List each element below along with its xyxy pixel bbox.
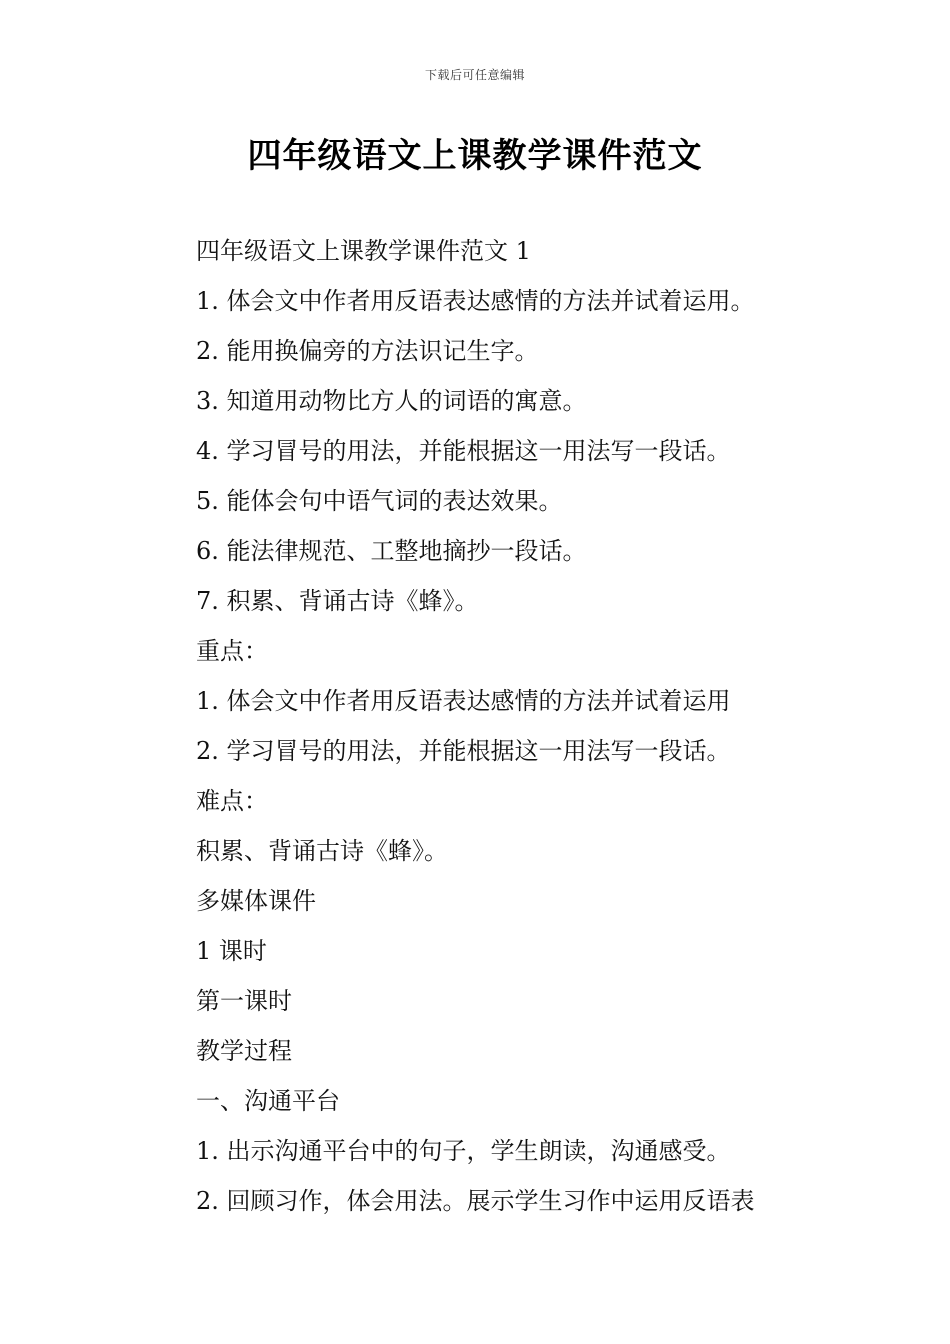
body-line: 7. 积累、背诵古诗《蜂》。 [196, 587, 479, 615]
body-line: 3. 知道用动物比方人的词语的寓意。 [196, 387, 587, 415]
body-line: 难点： [196, 787, 268, 815]
body-line: 教学过程 [196, 1037, 292, 1065]
body-line: 2. 回顾习作，体会用法。展示学生习作中运用反语表 [196, 1187, 755, 1215]
body-line: 一、沟通平台 [196, 1087, 340, 1115]
body-line: 多媒体课件 [196, 887, 316, 915]
document-title: 四年级语文上课教学课件范文 [247, 136, 703, 176]
document-body [196, 226, 836, 1226]
header-note: 下载后可任意编辑 [424, 68, 525, 82]
body-line: 重点： [196, 637, 268, 665]
body-line: 积累、背诵古诗《蜂》。 [196, 837, 448, 865]
body-line: 第一课时 [196, 987, 292, 1015]
body-line: 4. 学习冒号的用法，并能根据这一用法写一段话。 [196, 437, 731, 465]
body-line: 6. 能法律规范、工整地摘抄一段话。 [196, 537, 587, 565]
body-line: 5. 能体会句中语气词的表达效果。 [196, 487, 563, 515]
body-line: 2. 学习冒号的用法，并能根据这一用法写一段话。 [196, 737, 731, 765]
body-line: 1. 体会文中作者用反语表达感情的方法并试着运用。 [196, 287, 755, 315]
body-line: 四年级语文上课教学课件范文 1 [196, 237, 531, 265]
body-line: 1. 体会文中作者用反语表达感情的方法并试着运用 [196, 687, 731, 715]
body-line: 2. 能用换偏旁的方法识记生字。 [196, 337, 539, 365]
body-line: 1 课时 [196, 937, 267, 965]
body-line: 1. 出示沟通平台中的句子，学生朗读，沟通感受。 [196, 1137, 731, 1165]
